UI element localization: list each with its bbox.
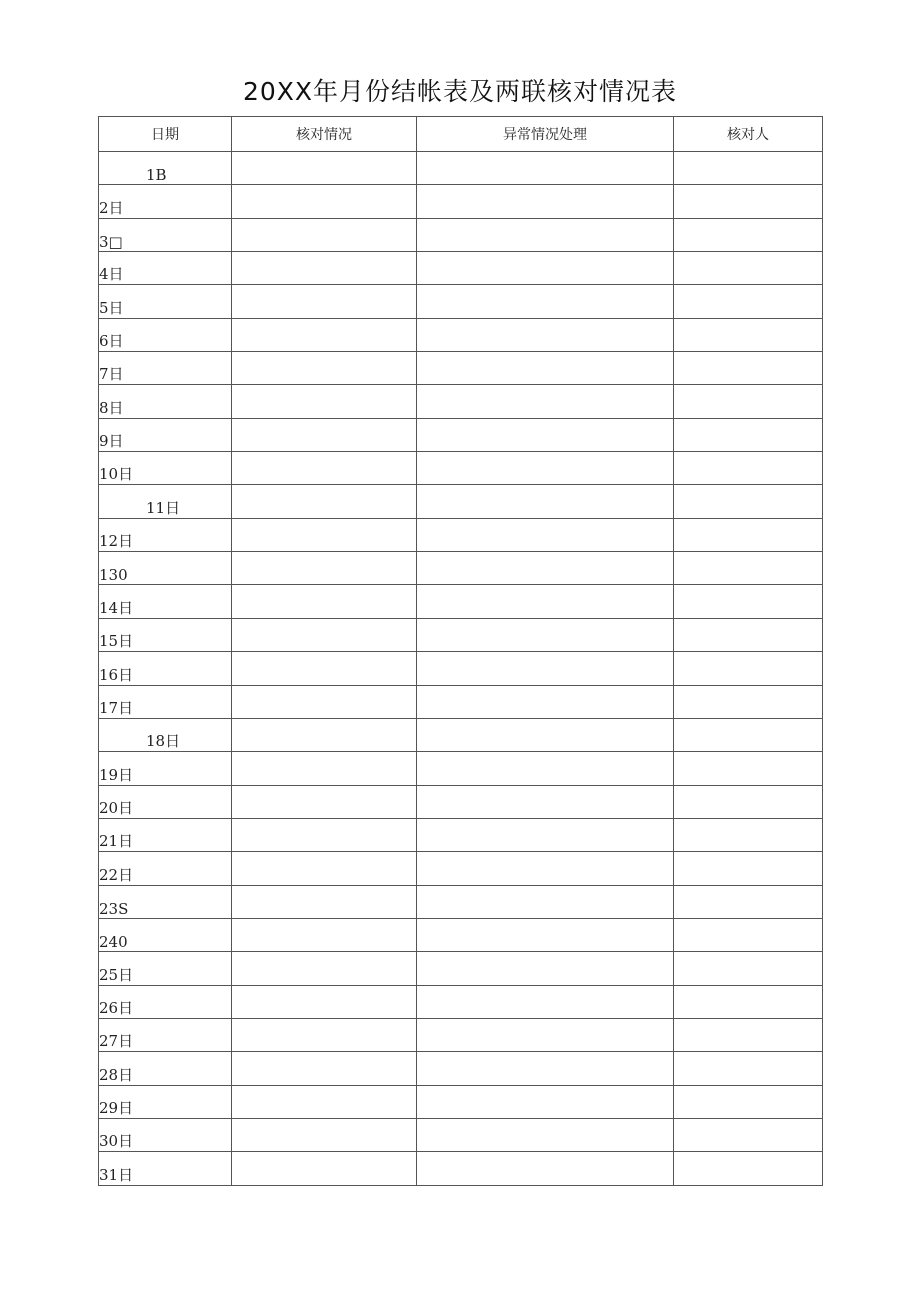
exception-handling-cell[interactable] — [417, 752, 674, 785]
exception-handling-cell[interactable] — [417, 1118, 674, 1151]
day-cell: 26日 — [99, 985, 232, 1018]
exception-handling-cell[interactable] — [417, 918, 674, 951]
table-row — [99, 185, 823, 218]
table-row — [99, 352, 823, 385]
checker-cell[interactable] — [674, 918, 823, 951]
table-row — [99, 452, 823, 485]
exception-handling-cell[interactable] — [417, 485, 674, 518]
table-row — [99, 385, 823, 418]
checker-cell[interactable] — [674, 185, 823, 218]
check-status-cell[interactable] — [232, 152, 417, 185]
day-cell: 28日 — [99, 1052, 232, 1085]
check-status-cell[interactable] — [232, 218, 417, 251]
check-status-cell[interactable] — [232, 485, 417, 518]
check-status-cell[interactable] — [232, 552, 417, 585]
check-status-cell[interactable] — [232, 318, 417, 351]
checker-cell[interactable] — [674, 852, 823, 885]
table-header-row — [99, 117, 823, 152]
checker-cell[interactable] — [674, 452, 823, 485]
checker-cell[interactable] — [674, 985, 823, 1018]
exception-handling-cell[interactable] — [417, 352, 674, 385]
exception-handling-cell[interactable] — [417, 252, 674, 285]
table-row — [99, 552, 823, 585]
checker-cell[interactable] — [674, 585, 823, 618]
checker-cell[interactable] — [674, 1018, 823, 1051]
checker-cell[interactable] — [674, 1118, 823, 1151]
day-cell: 27日 — [99, 1018, 232, 1051]
exception-handling-cell[interactable] — [417, 1152, 674, 1185]
check-status-cell[interactable] — [232, 285, 417, 318]
check-status-cell[interactable] — [232, 652, 417, 685]
check-status-cell[interactable] — [232, 752, 417, 785]
checker-cell[interactable] — [674, 285, 823, 318]
table-row — [99, 152, 823, 185]
check-status-cell[interactable] — [232, 718, 417, 751]
exception-handling-cell[interactable] — [417, 185, 674, 218]
checker-cell[interactable] — [674, 652, 823, 685]
day-cell: 22日 — [99, 852, 232, 885]
day-cell: 6日 — [99, 318, 232, 351]
day-cell: 21日 — [99, 818, 232, 851]
check-status-cell[interactable] — [232, 352, 417, 385]
check-status-cell[interactable] — [232, 585, 417, 618]
day-cell: 10日 — [99, 452, 232, 485]
exception-handling-cell[interactable] — [417, 985, 674, 1018]
check-status-cell[interactable] — [232, 1085, 417, 1118]
exception-handling-cell[interactable] — [417, 652, 674, 685]
checker-cell[interactable] — [674, 818, 823, 851]
day-cell: 2日 — [99, 185, 232, 218]
day-cell: 11日 — [99, 485, 232, 518]
exception-handling-cell[interactable] — [417, 785, 674, 818]
checker-cell[interactable] — [674, 1152, 823, 1185]
checker-cell[interactable] — [674, 618, 823, 651]
checker-cell[interactable] — [674, 1052, 823, 1085]
day-cell: 16日 — [99, 652, 232, 685]
check-status-cell[interactable] — [232, 618, 417, 651]
exception-handling-cell[interactable] — [417, 152, 674, 185]
check-status-cell[interactable] — [232, 918, 417, 951]
table-row — [99, 852, 823, 885]
table-row — [99, 818, 823, 851]
exception-handling-cell[interactable] — [417, 718, 674, 751]
checker-cell[interactable] — [674, 518, 823, 551]
checker-cell[interactable] — [674, 318, 823, 351]
exception-handling-cell[interactable] — [417, 1085, 674, 1118]
day-cell: 19日 — [99, 752, 232, 785]
exception-handling-cell[interactable] — [417, 218, 674, 251]
checker-cell[interactable] — [674, 418, 823, 451]
day-cell: 7日 — [99, 352, 232, 385]
day-cell: 20日 — [99, 785, 232, 818]
check-status-cell[interactable] — [232, 1052, 417, 1085]
table-row — [99, 285, 823, 318]
day-cell: 29日 — [99, 1085, 232, 1118]
checker-cell[interactable] — [674, 218, 823, 251]
day-cell: 8日 — [99, 385, 232, 418]
table-row — [99, 952, 823, 985]
table-row — [99, 685, 823, 718]
checker-cell[interactable] — [674, 718, 823, 751]
exception-handling-cell[interactable] — [417, 318, 674, 351]
exception-handling-cell[interactable] — [417, 385, 674, 418]
check-status-cell[interactable] — [232, 1118, 417, 1151]
checker-cell[interactable] — [674, 385, 823, 418]
table-row — [99, 618, 823, 651]
day-cell: 14日 — [99, 585, 232, 618]
day-cell: 1B — [99, 152, 232, 185]
check-status-cell[interactable] — [232, 518, 417, 551]
day-cell: 18日 — [99, 718, 232, 751]
exception-handling-cell[interactable] — [417, 852, 674, 885]
exception-handling-cell[interactable] — [417, 885, 674, 918]
day-cell: 17日 — [99, 685, 232, 718]
check-status-cell[interactable] — [232, 418, 417, 451]
checker-cell[interactable] — [674, 485, 823, 518]
day-cell: 240 — [99, 918, 232, 951]
check-status-cell[interactable] — [232, 985, 417, 1018]
exception-handling-cell[interactable] — [417, 452, 674, 485]
check-status-cell[interactable] — [232, 1152, 417, 1185]
checker-cell[interactable] — [674, 685, 823, 718]
table-row — [99, 1018, 823, 1051]
table-row — [99, 652, 823, 685]
table-row — [99, 885, 823, 918]
checker-cell[interactable] — [674, 752, 823, 785]
table-row — [99, 585, 823, 618]
day-cell: 25日 — [99, 952, 232, 985]
exception-handling-cell[interactable] — [417, 1018, 674, 1051]
check-status-cell[interactable] — [232, 952, 417, 985]
table-row — [99, 518, 823, 551]
check-status-cell[interactable] — [232, 885, 417, 918]
day-cell: 12日 — [99, 518, 232, 551]
exception-handling-cell[interactable] — [417, 518, 674, 551]
header-exception-handling: 异常情况处理 — [417, 117, 674, 152]
exception-handling-cell[interactable] — [417, 952, 674, 985]
day-cell: 15日 — [99, 618, 232, 651]
checker-cell[interactable] — [674, 352, 823, 385]
header-check-status: 核对情况 — [232, 117, 417, 152]
exception-handling-cell[interactable] — [417, 818, 674, 851]
check-status-cell[interactable] — [232, 852, 417, 885]
checker-cell[interactable] — [674, 952, 823, 985]
table-row — [99, 752, 823, 785]
day-cell: 4日 — [99, 252, 232, 285]
exception-handling-cell[interactable] — [417, 1052, 674, 1085]
table-row — [99, 918, 823, 951]
checker-cell[interactable] — [674, 785, 823, 818]
table-row — [99, 218, 823, 251]
day-cell: 130 — [99, 552, 232, 585]
exception-handling-cell[interactable] — [417, 585, 674, 618]
check-status-cell[interactable] — [232, 452, 417, 485]
table-row — [99, 718, 823, 751]
table-row — [99, 985, 823, 1018]
table-row — [99, 1052, 823, 1085]
table-row — [99, 252, 823, 285]
table-body — [99, 152, 823, 1186]
checker-cell[interactable] — [674, 885, 823, 918]
exception-handling-cell[interactable] — [417, 685, 674, 718]
header-date: 日期 — [99, 117, 232, 152]
day-cell: 5日 — [99, 285, 232, 318]
reconciliation-table — [98, 116, 823, 1186]
day-cell: 30日 — [99, 1118, 232, 1151]
table-row — [99, 485, 823, 518]
day-cell: 31日 — [99, 1152, 232, 1185]
exception-handling-cell[interactable] — [417, 285, 674, 318]
table-row — [99, 318, 823, 351]
table-row — [99, 1085, 823, 1118]
check-status-cell[interactable] — [232, 185, 417, 218]
exception-handling-cell[interactable] — [417, 618, 674, 651]
check-status-cell[interactable] — [232, 785, 417, 818]
header-checker: 核对人 — [674, 117, 823, 152]
checker-cell[interactable] — [674, 1085, 823, 1118]
checker-cell[interactable] — [674, 252, 823, 285]
day-cell: 9日 — [99, 418, 232, 451]
table-row — [99, 785, 823, 818]
table-row — [99, 1118, 823, 1151]
page-title: 20XX年月份结帐表及两联核对情况表 — [242, 77, 678, 106]
checker-cell[interactable] — [674, 552, 823, 585]
check-status-cell[interactable] — [232, 818, 417, 851]
checker-cell[interactable] — [674, 152, 823, 185]
exception-handling-cell[interactable] — [417, 418, 674, 451]
exception-handling-cell[interactable] — [417, 552, 674, 585]
check-status-cell[interactable] — [232, 252, 417, 285]
check-status-cell[interactable] — [232, 385, 417, 418]
day-cell: 23S — [99, 885, 232, 918]
day-cell: 3□ — [99, 218, 232, 251]
table-row — [99, 1152, 823, 1185]
check-status-cell[interactable] — [232, 685, 417, 718]
table-row — [99, 418, 823, 451]
check-status-cell[interactable] — [232, 1018, 417, 1051]
